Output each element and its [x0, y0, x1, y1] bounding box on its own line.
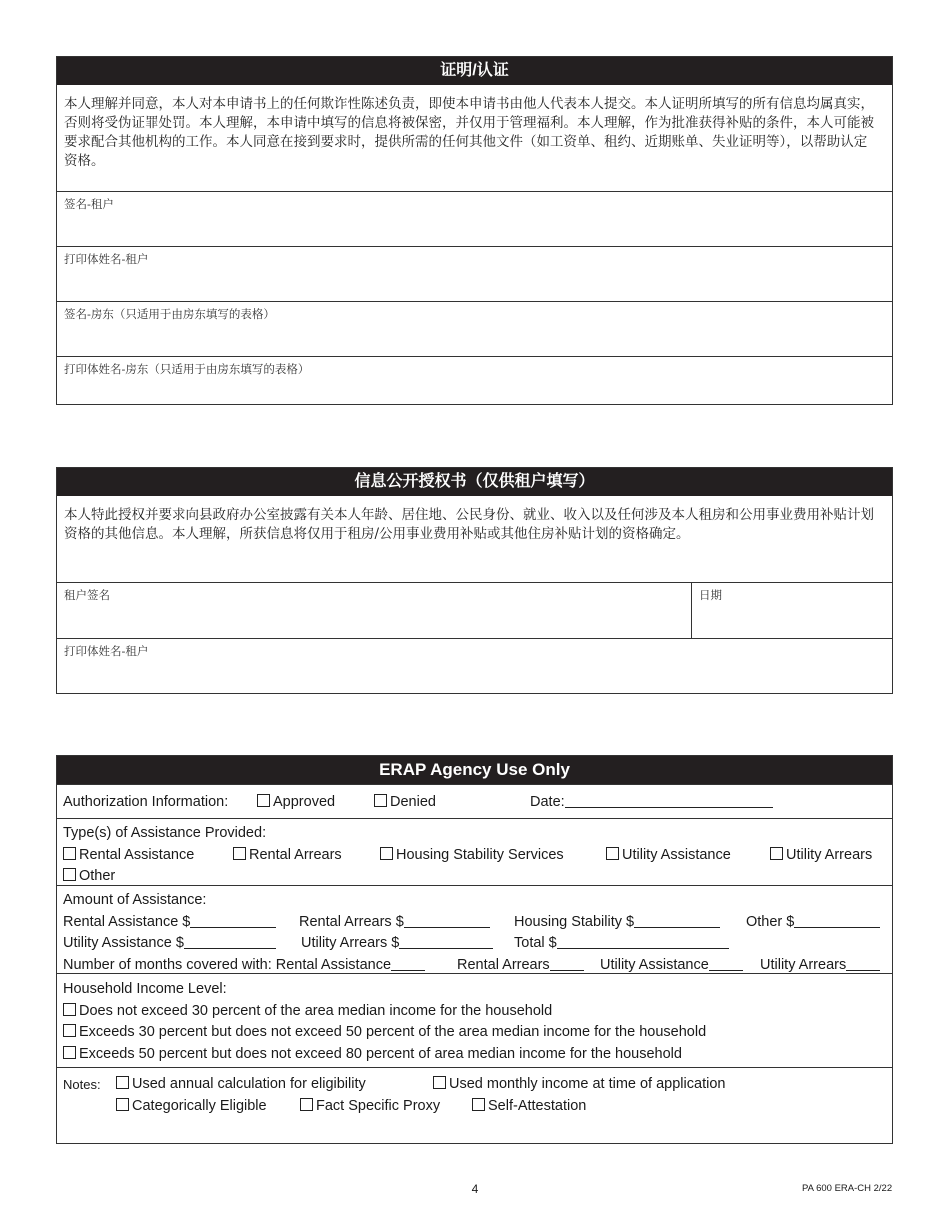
- notes-categorical-checkbox[interactable]: [116, 1098, 129, 1111]
- notes-monthly-checkbox[interactable]: [433, 1076, 446, 1089]
- months-utility-assistance-label: Utility Assistance: [600, 956, 709, 973]
- amount-rental-arrears-blank[interactable]: [404, 913, 490, 928]
- date-blank[interactable]: [565, 793, 773, 808]
- erap-title: ERAP Agency Use Only: [57, 756, 892, 784]
- type-housing-stability[interactable]: [380, 845, 564, 867]
- approved-checkbox[interactable]: [257, 794, 270, 807]
- rental-arrears-label: Rental Arrears: [249, 846, 342, 863]
- income-50-label: Exceeds 30 percent but does not exceed 50 percent of the area median income for the household: [79, 1024, 707, 1040]
- amount-rental-assistance[interactable]: [63, 912, 276, 934]
- release-date-field[interactable]: [692, 583, 892, 638]
- amount-utility-arrears-label: Utility Arrears $: [301, 935, 400, 951]
- amount-other-blank[interactable]: [794, 913, 880, 928]
- amount-rental-arrears-label: Rental Arrears $: [299, 913, 404, 930]
- utility-arrears-label: Utility Arrears: [786, 846, 873, 863]
- other-checkbox[interactable]: [63, 868, 76, 881]
- release-section: [56, 467, 893, 694]
- income-option-80[interactable]: [63, 1044, 886, 1066]
- type-utility-assistance[interactable]: [606, 845, 731, 867]
- tenant-signature-field[interactable]: [57, 191, 892, 246]
- authorization-date[interactable]: [530, 792, 773, 814]
- type-rental-arrears[interactable]: [233, 845, 342, 867]
- release-text: 本人特此授权并要求向县政府办公室披露有关本人年龄、居住地、公民身份、就业、收入以及任何涉及本人租房和公用事业费用补贴计划资格的其他信息。本人理解，所获信息将仅用于租房/公用事业费用补贴或其他住房补贴计划的资格确定。: [64, 507, 874, 542]
- months-rental-arrears-blank[interactable]: [550, 956, 584, 971]
- months-utility-arrears-label: Utility Arrears: [760, 956, 847, 973]
- income-30-checkbox[interactable]: [63, 1003, 76, 1016]
- income-option-50[interactable]: [63, 1022, 886, 1044]
- assistance-types-block: [57, 818, 892, 885]
- months-label: Number of months covered with: Rental Assistance: [63, 956, 392, 973]
- tenant-signature-label: 签名-租户: [64, 197, 114, 211]
- notes-fact-proxy-label: Fact Specific Proxy: [316, 1097, 441, 1114]
- utility-assistance-checkbox[interactable]: [606, 847, 619, 860]
- date-label: Date:: [530, 794, 565, 810]
- months-rental-arrears-label: Rental Arrears: [457, 956, 550, 973]
- amount-rental-assistance-label: Rental Assistance $: [63, 913, 191, 930]
- amount-other-label: Other $: [746, 913, 795, 930]
- income-label: Household Income Level:: [63, 981, 227, 997]
- authorization-label: Authorization Information:: [63, 794, 229, 810]
- months-utility-assistance-blank[interactable]: [709, 956, 743, 971]
- notes-monthly-label: Used monthly income at time of application: [449, 1076, 726, 1092]
- amount-rental-assistance-blank[interactable]: [190, 913, 276, 928]
- utility-arrears-checkbox[interactable]: [770, 847, 783, 860]
- authorization-block: [57, 784, 892, 818]
- certification-title: 证明/认证: [57, 57, 892, 85]
- release-printed-name-field[interactable]: [57, 638, 892, 694]
- amount-housing-stability-label: Housing Stability $: [514, 913, 635, 930]
- amount-utility-assistance-blank[interactable]: [184, 934, 276, 949]
- form-id: PA 600 ERA-CH 2/22: [802, 1183, 893, 1194]
- release-date-label: 日期: [699, 588, 722, 602]
- release-tenant-signature-field[interactable]: [57, 583, 692, 638]
- tenant-printed-name-field[interactable]: [57, 246, 892, 301]
- notes-categorical-label: Categorically Eligible: [132, 1097, 267, 1114]
- notes-annual-label: Used annual calculation for eligibility: [132, 1076, 366, 1092]
- certification-text: 本人理解并同意，本人对本申请书上的任何欺诈性陈述负责，即使本申请书由他人代表本人提交。本人证明所填写的所有信息均属真实，否则将受伪证罪处罚。本人理解，本申请中填写的信息将被保密，并仅用于管理福利。本人理解，作为批准获得补贴的条件，本人可能被要求配合其他机构的工作。本人同意在接到要求时，提供所需的任何其他文件（如工资单、租约、近期账单、失业证明等），以帮助认定资格。: [64, 96, 874, 169]
- income-option-30[interactable]: [63, 1001, 886, 1023]
- denied-label: Denied: [390, 794, 436, 810]
- amount-rental-arrears[interactable]: [299, 912, 490, 934]
- landlord-printed-name-label: 打印体姓名-房东（只适用于由房东填写的表格）: [64, 362, 310, 376]
- months-utility-arrears-blank[interactable]: [846, 956, 880, 971]
- amount-utility-assistance-label: Utility Assistance $: [63, 935, 184, 951]
- other-label: Other: [79, 868, 116, 884]
- notes-self-attestation[interactable]: [472, 1096, 586, 1118]
- income-50-checkbox[interactable]: [63, 1024, 76, 1037]
- notes-categorical[interactable]: [116, 1096, 267, 1118]
- approved-option[interactable]: [257, 792, 335, 814]
- landlord-signature-field[interactable]: [57, 301, 892, 356]
- approved-label: Approved: [273, 794, 336, 810]
- notes-label: Notes:: [63, 1077, 101, 1092]
- notes-self-attestation-checkbox[interactable]: [472, 1098, 485, 1111]
- amount-utility-arrears-blank[interactable]: [399, 934, 493, 949]
- amount-utility-arrears[interactable]: [301, 933, 493, 955]
- months-rental-assistance-blank[interactable]: [391, 956, 425, 971]
- notes-monthly[interactable]: [433, 1074, 725, 1096]
- income-80-checkbox[interactable]: [63, 1046, 76, 1059]
- amount-total-blank[interactable]: [557, 934, 729, 949]
- income-30-label: Does not exceed 30 percent of the area median income for the household: [79, 1002, 553, 1019]
- assistance-types-label: Type(s) of Assistance Provided:: [63, 825, 267, 841]
- release-printed-name-label: 打印体姓名-租户: [64, 644, 149, 658]
- income-80-label: Exceeds 50 percent but does not exceed 80 percent of area median income for the household: [79, 1045, 682, 1062]
- rental-assistance-label: Rental Assistance: [79, 846, 195, 863]
- release-title: 信息公开授权书（仅供租户填写）: [57, 468, 892, 496]
- amount-label: Amount of Assistance:: [63, 892, 207, 908]
- release-tenant-signature-label: 租户签名: [64, 588, 110, 602]
- amount-housing-stability[interactable]: [514, 912, 720, 934]
- amount-block: [57, 885, 892, 973]
- rental-assistance-checkbox[interactable]: [63, 847, 76, 860]
- amount-housing-stability-blank[interactable]: [634, 913, 720, 928]
- denied-checkbox[interactable]: [374, 794, 387, 807]
- notes-self-attestation-label: Self-Attestation: [488, 1097, 587, 1114]
- notes-block: [57, 1067, 892, 1123]
- type-utility-arrears[interactable]: [770, 845, 872, 867]
- landlord-signature-label: 签名-房东（只适用于由房东填写的表格）: [64, 307, 275, 321]
- rental-arrears-checkbox[interactable]: [233, 847, 246, 860]
- amount-other[interactable]: [746, 912, 880, 934]
- amount-utility-assistance[interactable]: [63, 933, 276, 955]
- housing-stability-label: Housing Stability Services: [396, 846, 564, 863]
- housing-stability-checkbox[interactable]: [380, 847, 393, 860]
- utility-assistance-label: Utility Assistance: [622, 846, 731, 863]
- type-rental-assistance[interactable]: [63, 845, 194, 867]
- denied-option[interactable]: [374, 792, 436, 814]
- release-signature-row: [57, 582, 892, 638]
- amount-total[interactable]: [514, 933, 729, 955]
- landlord-printed-name-field[interactable]: [57, 356, 892, 411]
- income-block: [57, 973, 892, 1067]
- certification-section: [56, 56, 893, 405]
- notes-annual[interactable]: [116, 1074, 366, 1096]
- notes-fact-proxy-checkbox[interactable]: [300, 1098, 313, 1111]
- notes-annual-checkbox[interactable]: [116, 1076, 129, 1089]
- erap-section: [56, 755, 893, 1144]
- notes-fact-proxy[interactable]: [300, 1096, 440, 1118]
- page-number: 4: [471, 1182, 479, 1196]
- tenant-printed-name-label: 打印体姓名-租户: [64, 252, 149, 266]
- amount-total-label: Total $: [514, 935, 557, 951]
